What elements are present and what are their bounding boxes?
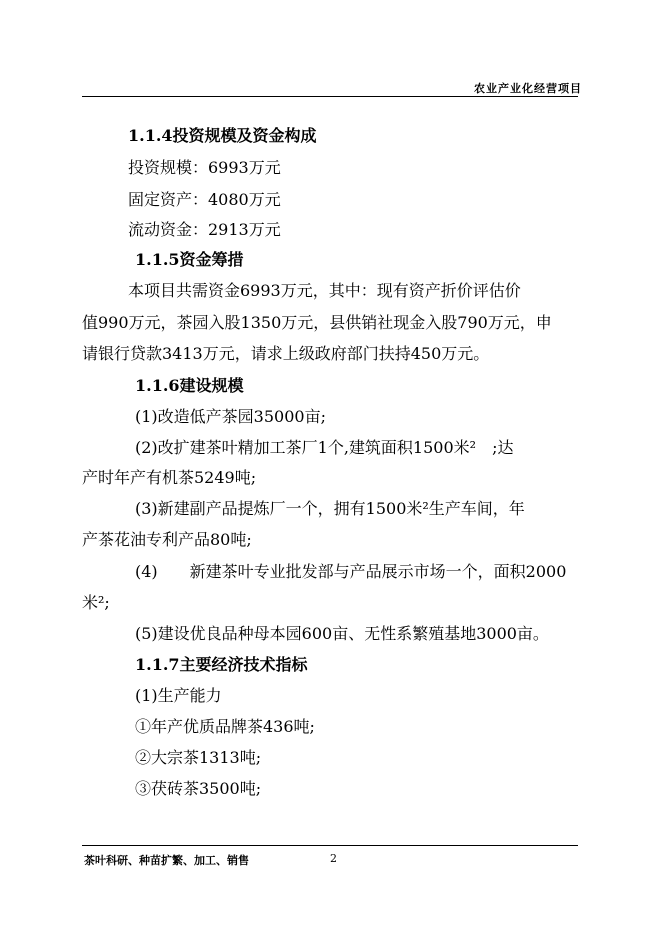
header-title: 农业产业化经营项目 (474, 82, 582, 95)
page-number: 2 (330, 852, 337, 865)
body-line: 值990万元，茶园入股1350万元，县供销社现金入股790万元，申 (82, 313, 552, 332)
body-line: 固定资产：4080万元 (128, 190, 281, 209)
body-line: ③茯砖茶3500吨; (135, 779, 262, 798)
body-line: 本项目共需资金6993万元，其中：现有资产折价评估价 (128, 281, 521, 300)
section-heading-1-1-4: 1.1.4投资规模及资金构成 (128, 126, 317, 145)
body-line: (4) 新建茶叶专业批发部与产品展示市场一个，面积2000 (135, 562, 567, 581)
section-heading-1-1-6: 1.1.6建设规模 (135, 376, 244, 395)
footer-divider (82, 845, 578, 846)
body-line: (1)改造低产茶园35000亩; (135, 407, 326, 426)
body-line: 投资规模：6993万元 (128, 158, 281, 177)
body-line: (3)新建副产品提炼厂一个，拥有1500米²生产车间，年 (135, 499, 525, 518)
body-line: ②大宗茶1313吨; (135, 748, 262, 767)
body-line: (1)生产能力 (135, 686, 222, 705)
header-divider (82, 96, 578, 97)
section-heading-1-1-7: 1.1.7主要经济技术指标 (135, 655, 308, 674)
body-line: 请银行贷款3413万元，请求上级政府部门扶持450万元。 (82, 344, 490, 363)
footer-text: 茶叶科研、种苗扩繁、加工、销售 (84, 854, 249, 867)
body-line: 米²; (82, 593, 110, 612)
body-line: ①年产优质品牌茶436吨; (135, 717, 315, 736)
body-line: (5)建设优良品种母本园600亩、无性系繁殖基地3000亩。 (135, 624, 549, 643)
body-line: 产时年产有机茶5249吨; (82, 468, 257, 487)
body-line: (2)改扩建茶叶精加工茶厂1个,建筑面积1500米² ;达 (135, 438, 514, 457)
body-line: 流动资金：2913万元 (128, 220, 281, 239)
body-line: 产茶花油专利产品80吨; (82, 530, 252, 549)
section-heading-1-1-5: 1.1.5资金筹措 (135, 250, 244, 269)
